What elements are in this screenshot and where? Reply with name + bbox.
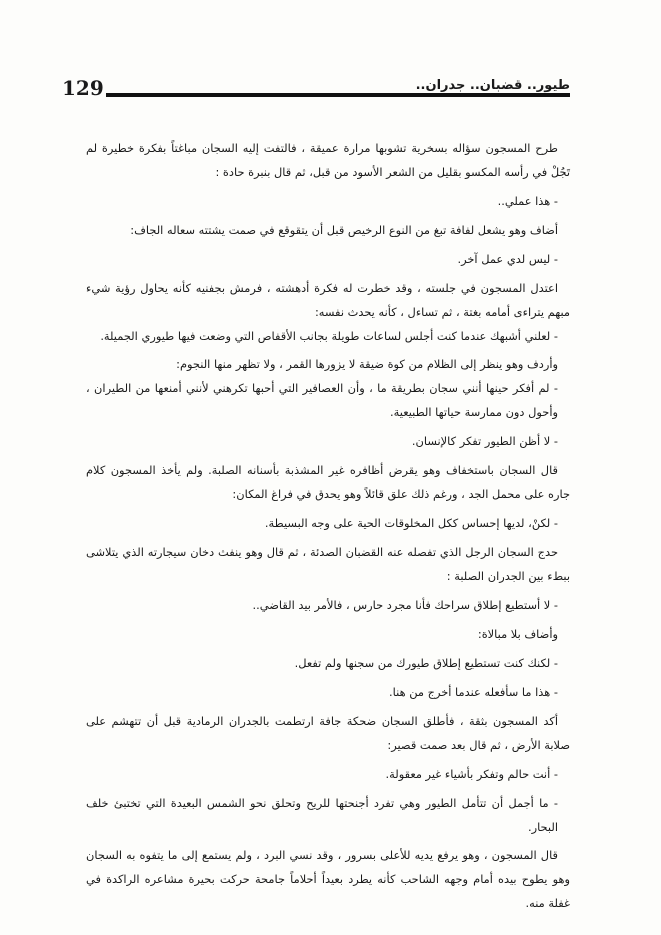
dialogue-line: - لكنك كنت تستطيع إطلاق طيورك من سجنها ولم تفعل. — [294, 656, 558, 670]
page-header — [62, 76, 570, 100]
dialogue-line: - لا أظن الطيور تفكر كالإنسان. — [411, 434, 558, 448]
dialogue-line: - لكنْ، لديها إحساس ككل المخلوقات الحية على وجه البسيطة. — [264, 516, 558, 530]
paragraph: وأضاف بلا مبالاة: — [477, 627, 558, 641]
page-number: 129 — [62, 76, 104, 100]
dialogue-line: - ليس لدي عمل آخر. — [457, 252, 558, 266]
paragraph: قال السجان باستخفاف وهو يقرض أظافره غير المشذبة بأسنانه الصلبة. ولم يأخذ المسجون كلام جاره على محمل الجد ، ورغم ذلك علق قائلاً وهو يحدق في فراغ المكان: — [86, 463, 570, 501]
paragraph: اعتدل المسجون في جلسته ، وقد خطرت له فكرة أدهشته ، فرمش بجفنيه كأنه يحاول رؤية شيء مبهم يتراءى أمامه بغتة ، ثم تساءل ، كأنه يحدث نفسه: — [86, 281, 570, 319]
header-rule — [106, 93, 570, 97]
dialogue-line: - أنت حالم وتفكر بأشياء غير معقولة. — [385, 767, 558, 781]
paragraph: حدج السجان الرجل الذي تفصله عنه القضبان الصدئة ، ثم قال وهو ينفث دخان سيجارته الذي يتلاشى ببطء بين الجدران الصلبة : — [86, 545, 570, 583]
paragraph: طرح المسجون سؤاله بسخرية تشوبها مرارة عميقة ، فالتفت إليه السجان مباغتاً بفكرة خطيرة لم تَجُلْ في رأسه المكسو بقليل من الشعر الأسود من قبل، ثم قال بنبرة حادة : — [86, 141, 570, 179]
paragraph: وأردف وهو ينظر إلى الظلام من كوة ضيقة لا يزورها القمر ، ولا تظهر منها النجوم: — [176, 357, 558, 371]
dialogue-line: - هذا عملي.. — [497, 194, 558, 208]
running-title: طيور.. قضبان.. جدران.. — [412, 78, 570, 93]
story-text — [86, 136, 570, 915]
dialogue-line: - لعلني أشبهك عندما كنت أجلس لساعات طويلة بجانب الأقفاص التي وضعت فيها طيوري الجميلة. — [100, 329, 558, 343]
dialogue-line: - لا أستطيع إطلاق سراحك فأنا مجرد حارس ، فالأمر بيد القاضي.. — [252, 598, 558, 612]
dialogue-line: - هذا ما سأفعله عندما أخرج من هنا. — [389, 685, 558, 699]
dialogue-line: - لم أفكر حينها أنني سجان بطريقة ما ، وأن العصافير التي أحبها تكرهني لأنني أمنعها من الطيران ، وأحول دون ممارسة حياتها الطبيعية. — [86, 381, 558, 419]
paragraph: أضاف وهو يشعل لفافة تبغ من النوع الرخيص قبل أن يتقوقع في صمت يشتته سعاله الجاف: — [130, 223, 558, 237]
paragraph: أكد المسجون بثقة ، فأطلق السجان ضحكة جافة ارتطمت بالجدران الرمادية قبل أن تتهشم على صلابة الأرض ، ثم قال بعد صمت قصير: — [86, 714, 570, 752]
paragraph: قال المسجون ، وهو يرفع يديه للأعلى بسرور ، وقد نسي البرد ، ولم يستمع إلى ما يتفوه به السجان وهو يطوح بيده أمام وجهه الشاحب كأنه يطرد بعيداً أحلاماً جامحة حركت بحيرة مشاعره الراكدة في غفلة منه. — [86, 848, 570, 910]
dialogue-line: - ما أجمل أن تتأمل الطيور وهي تفرد أجنحتها للريح وتحلق نحو الشمس البعيدة التي تختبئ خلف البحار. — [86, 796, 558, 834]
